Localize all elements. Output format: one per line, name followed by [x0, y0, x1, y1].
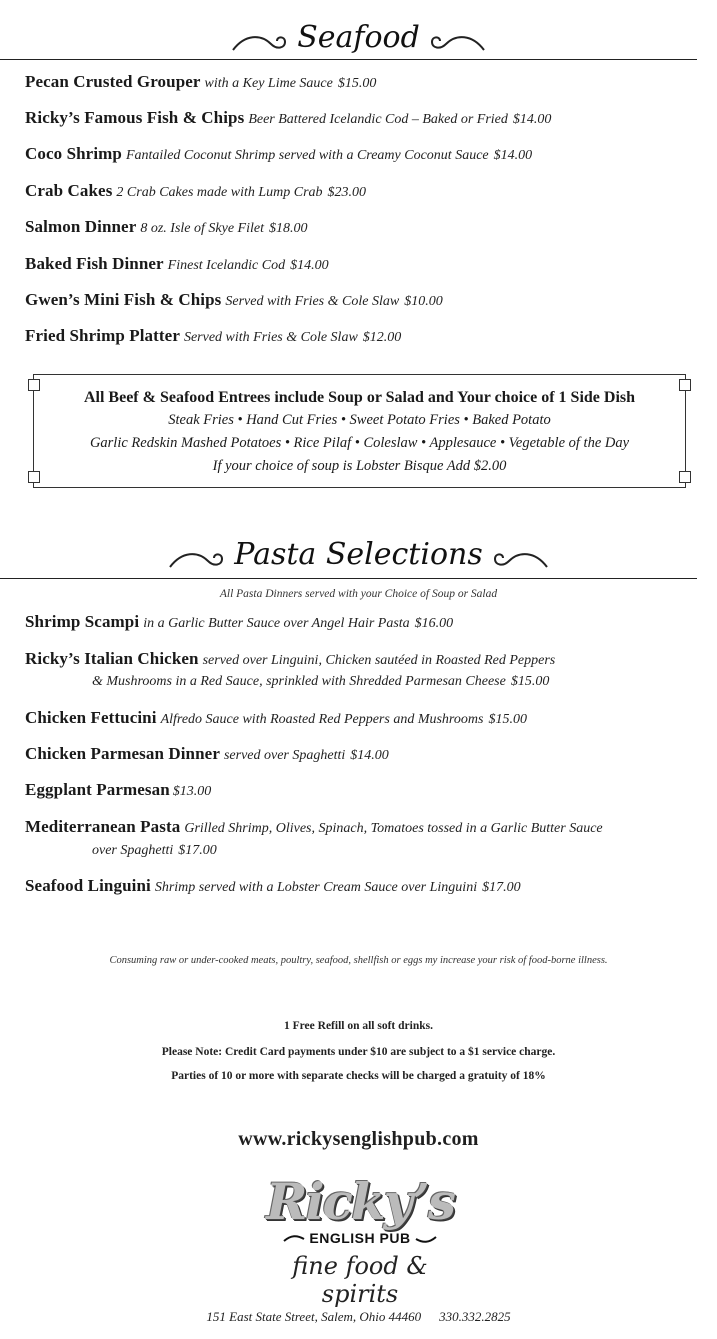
menu-item	[25, 289, 705, 313]
item-price: $10.00	[404, 294, 443, 309]
phone-number: 330.332.2825	[439, 1309, 511, 1324]
menu-item	[25, 743, 705, 767]
item-name: Salmon Dinner	[25, 217, 137, 236]
item-name: Coco Shrimp	[25, 144, 122, 163]
item-description: Beer Battered Icelandic Cod – Baked or Fried	[248, 112, 508, 127]
box-corner-ornament	[28, 379, 40, 391]
website-link[interactable]: www.rickysenglishpub.com	[238, 1128, 479, 1150]
pasta-rule	[0, 578, 697, 579]
item-description-continued	[92, 840, 217, 862]
item-description: Alfredo Sauce with Roasted Red Peppers and Mushrooms	[160, 712, 484, 727]
seafood-title: Seafood	[297, 20, 420, 55]
box-corner-ornament	[679, 379, 691, 391]
menu-item	[25, 216, 705, 240]
health-warning-row	[0, 950, 717, 968]
menu-item	[25, 707, 705, 731]
item-description: in a Garlic Butter Sauce over Angel Hair Pasta	[143, 616, 410, 631]
logo-subtitle: ENGLISH PUB	[309, 1230, 411, 1246]
item-name: Mediterranean Pasta	[25, 817, 181, 836]
pasta-header	[0, 537, 717, 573]
item-price: $17.00	[482, 880, 521, 895]
item-description: & Mushrooms in a Red Sauce, sprinkled with Shredded Parmesan Cheese	[92, 674, 506, 689]
menu-item	[25, 253, 705, 277]
item-price: $16.00	[414, 616, 454, 631]
menu-item	[25, 71, 705, 95]
item-name: Ricky’s Italian Chicken	[25, 649, 199, 668]
seafood-rule	[0, 59, 697, 60]
menu-item	[25, 107, 705, 131]
item-price: $14.00	[350, 748, 389, 763]
refill-row	[0, 1016, 717, 1034]
item-price: $15.00	[510, 674, 550, 689]
item-price: $13.00	[172, 784, 212, 799]
menu-item	[25, 611, 705, 635]
item-name: Fried Shrimp Platter	[25, 326, 180, 345]
menu-item	[25, 325, 705, 349]
logo-swash-left	[283, 1235, 305, 1243]
sides-box	[33, 374, 686, 488]
sides-line: Steak Fries • Hand Cut Fries • Sweet Potato Fries • Baked Potato	[168, 412, 551, 428]
box-corner-ornament	[679, 471, 691, 483]
menu-item	[25, 648, 705, 672]
refill-note: 1 Free Refill on all soft drinks.	[284, 1020, 433, 1032]
swirl-right-ornament	[487, 547, 549, 573]
item-description: Served with Fries & Cole Slaw	[183, 330, 358, 345]
item-name: Chicken Fettucini	[25, 708, 157, 727]
sides-note: If your choice of soup is Lobster Bisque Add $2.00	[212, 458, 507, 474]
item-price: $12.00	[362, 330, 402, 345]
seafood-header	[0, 20, 717, 56]
address-row	[0, 1308, 717, 1326]
item-description: Finest Icelandic Cod	[167, 258, 286, 273]
item-price: $15.00	[488, 712, 527, 727]
pasta-subtitle-row	[0, 584, 717, 602]
menu-item	[25, 816, 705, 840]
item-name: Crab Cakes	[25, 181, 113, 200]
address: 151 East State Street, Salem, Ohio 44460	[206, 1309, 422, 1324]
menu-item	[25, 875, 705, 899]
item-name: Chicken Parmesan Dinner	[25, 744, 220, 763]
swirl-left-ornament	[168, 547, 230, 573]
item-description: served over Spaghetti	[223, 748, 346, 763]
pub-logo	[262, 1172, 458, 1308]
item-name: Seafood Linguini	[25, 876, 151, 895]
item-name: Shrimp Scampi	[25, 612, 140, 631]
item-description: Grilled Shrimp, Olives, Spinach, Tomatoes tossed in a Garlic Butter Sauce	[184, 821, 603, 836]
swirl-right-ornament	[424, 30, 486, 56]
gratuity-row	[0, 1066, 717, 1084]
item-description: over Spaghetti	[92, 843, 174, 858]
credit-row	[0, 1042, 717, 1060]
menu-item	[25, 143, 705, 167]
health-warning: Consuming raw or under-cooked meats, poultry, seafood, shellfish or eggs my increase your risk of food-borne illness.	[109, 955, 608, 966]
item-description: Served with Fries & Cole Slaw	[225, 294, 400, 309]
swirl-left-ornament	[231, 30, 293, 56]
sides-heading: All Beef & Seafood Entrees include Soup or Salad and Your choice of 1 Side Dish	[83, 389, 636, 406]
logo-tagline: fine food & spirits	[292, 1252, 428, 1308]
logo-swash-right	[415, 1235, 437, 1243]
website-row	[0, 1128, 717, 1151]
menu-item	[25, 180, 705, 204]
item-name: Ricky’s Famous Fish & Chips	[25, 108, 245, 127]
item-description: with a Key Lime Sauce	[204, 76, 333, 91]
item-price: $17.00	[178, 843, 217, 858]
item-name: Gwen’s Mini Fish & Chips	[25, 290, 222, 309]
item-price: $14.00	[290, 258, 329, 273]
item-price: $14.00	[512, 112, 552, 127]
item-description: Fantailed Coconut Shrimp served with a Creamy Coconut Sauce	[125, 148, 489, 163]
pasta-subtitle: All Pasta Dinners served with your Choice of Soup or Salad	[219, 588, 498, 600]
gratuity-note: Parties of 10 or more with separate checks will be charged a gratuity of 18%	[171, 1070, 546, 1082]
menu-item	[25, 779, 705, 803]
item-price: $18.00	[268, 221, 308, 236]
item-description-continued	[92, 671, 549, 693]
sides-line: Garlic Redskin Mashed Potatoes • Rice Pilaf • Coleslaw • Applesauce • Vegetable of the Day	[89, 435, 630, 451]
item-name: Eggplant Parmesan	[25, 780, 170, 799]
logo-name: Ricky’s	[265, 1172, 455, 1231]
item-description: 8 oz. Isle of Skye Filet	[140, 221, 264, 236]
item-price: $14.00	[493, 148, 533, 163]
item-price: $15.00	[337, 76, 377, 91]
item-price: $23.00	[327, 185, 367, 200]
credit-note: Please Note: Credit Card payments under $10 are subject to a $1 service charge.	[161, 1046, 556, 1058]
item-name: Baked Fish Dinner	[25, 254, 164, 273]
item-description: 2 Crab Cakes made with Lump Crab	[116, 185, 323, 200]
item-name: Pecan Crusted Grouper	[25, 72, 201, 91]
pasta-title: Pasta Selections	[234, 537, 483, 572]
item-description: Shrimp served with a Lobster Cream Sauce over Linguini	[154, 880, 478, 895]
box-corner-ornament	[28, 471, 40, 483]
item-description: served over Linguini, Chicken sautéed in Roasted Red Peppers	[202, 653, 556, 668]
